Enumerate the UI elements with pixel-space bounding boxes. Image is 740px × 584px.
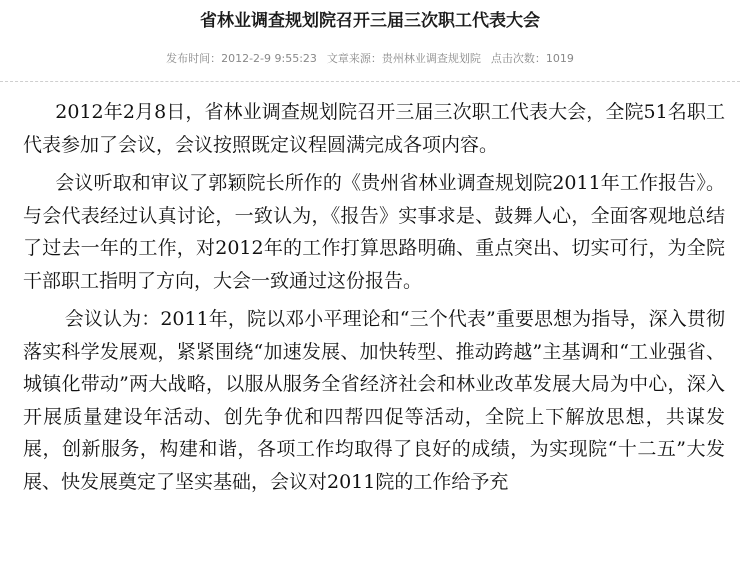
divider xyxy=(0,81,740,82)
click-count: 1019 xyxy=(545,52,574,65)
paragraph-1: 2012年2月8日，省林业调查规划院召开三届三次职工代表大会，全院51名职工代表参加了会议，会议按照既定议程圆满完成各项内容。 xyxy=(23,101,725,156)
paragraph-3: 会议认为：2011年，院以邓小平理论和“三个代表”重要思想为指导，深入贯彻落实科学发展观，紧紧围绕“加速发展、加快转型、推动跨越”主基调和“工业强省、城镇化带动”两大战略，以服从服务全省经济社会和林业改革发展大局为中心，深入开展质量建设年活动、创先争优和四帮四促等活动，全院上下解放思想，共谋发展，创新服务，构建和谐，各项工作均取得了良好的成绩，为实现院“十二五”大发展、快发展奠定了坚实基础，会议对2011院的工作给予充 xyxy=(23,308,725,493)
paragraph-2: 会议听取和审议了郭颖院长所作的《贵州省林业调查规划院2011年工作报告》。与会代表经过认真讨论，一致认为，《报告》实事求是、鼓舞人心，全面客观地总结了过去一年的工作，对2012年的工作打算思路明确、重点突出、切实可行，为全院干部职工指明了方向，大会一致通过这份报告。 xyxy=(23,172,725,292)
source-name: 贵州林业调查规划院 xyxy=(381,52,481,65)
publish-time: 2012-2-9 9:55:23 xyxy=(221,52,317,65)
publish-time-label: 发布时间： xyxy=(166,52,222,65)
article-meta xyxy=(0,51,740,67)
article-body xyxy=(23,96,725,498)
article-title: 省林业调查规划院召开三届三次职工代表大会 xyxy=(200,11,540,31)
click-count-label: 点击次数： xyxy=(490,52,546,65)
source-label: 文章来源： xyxy=(326,52,382,65)
